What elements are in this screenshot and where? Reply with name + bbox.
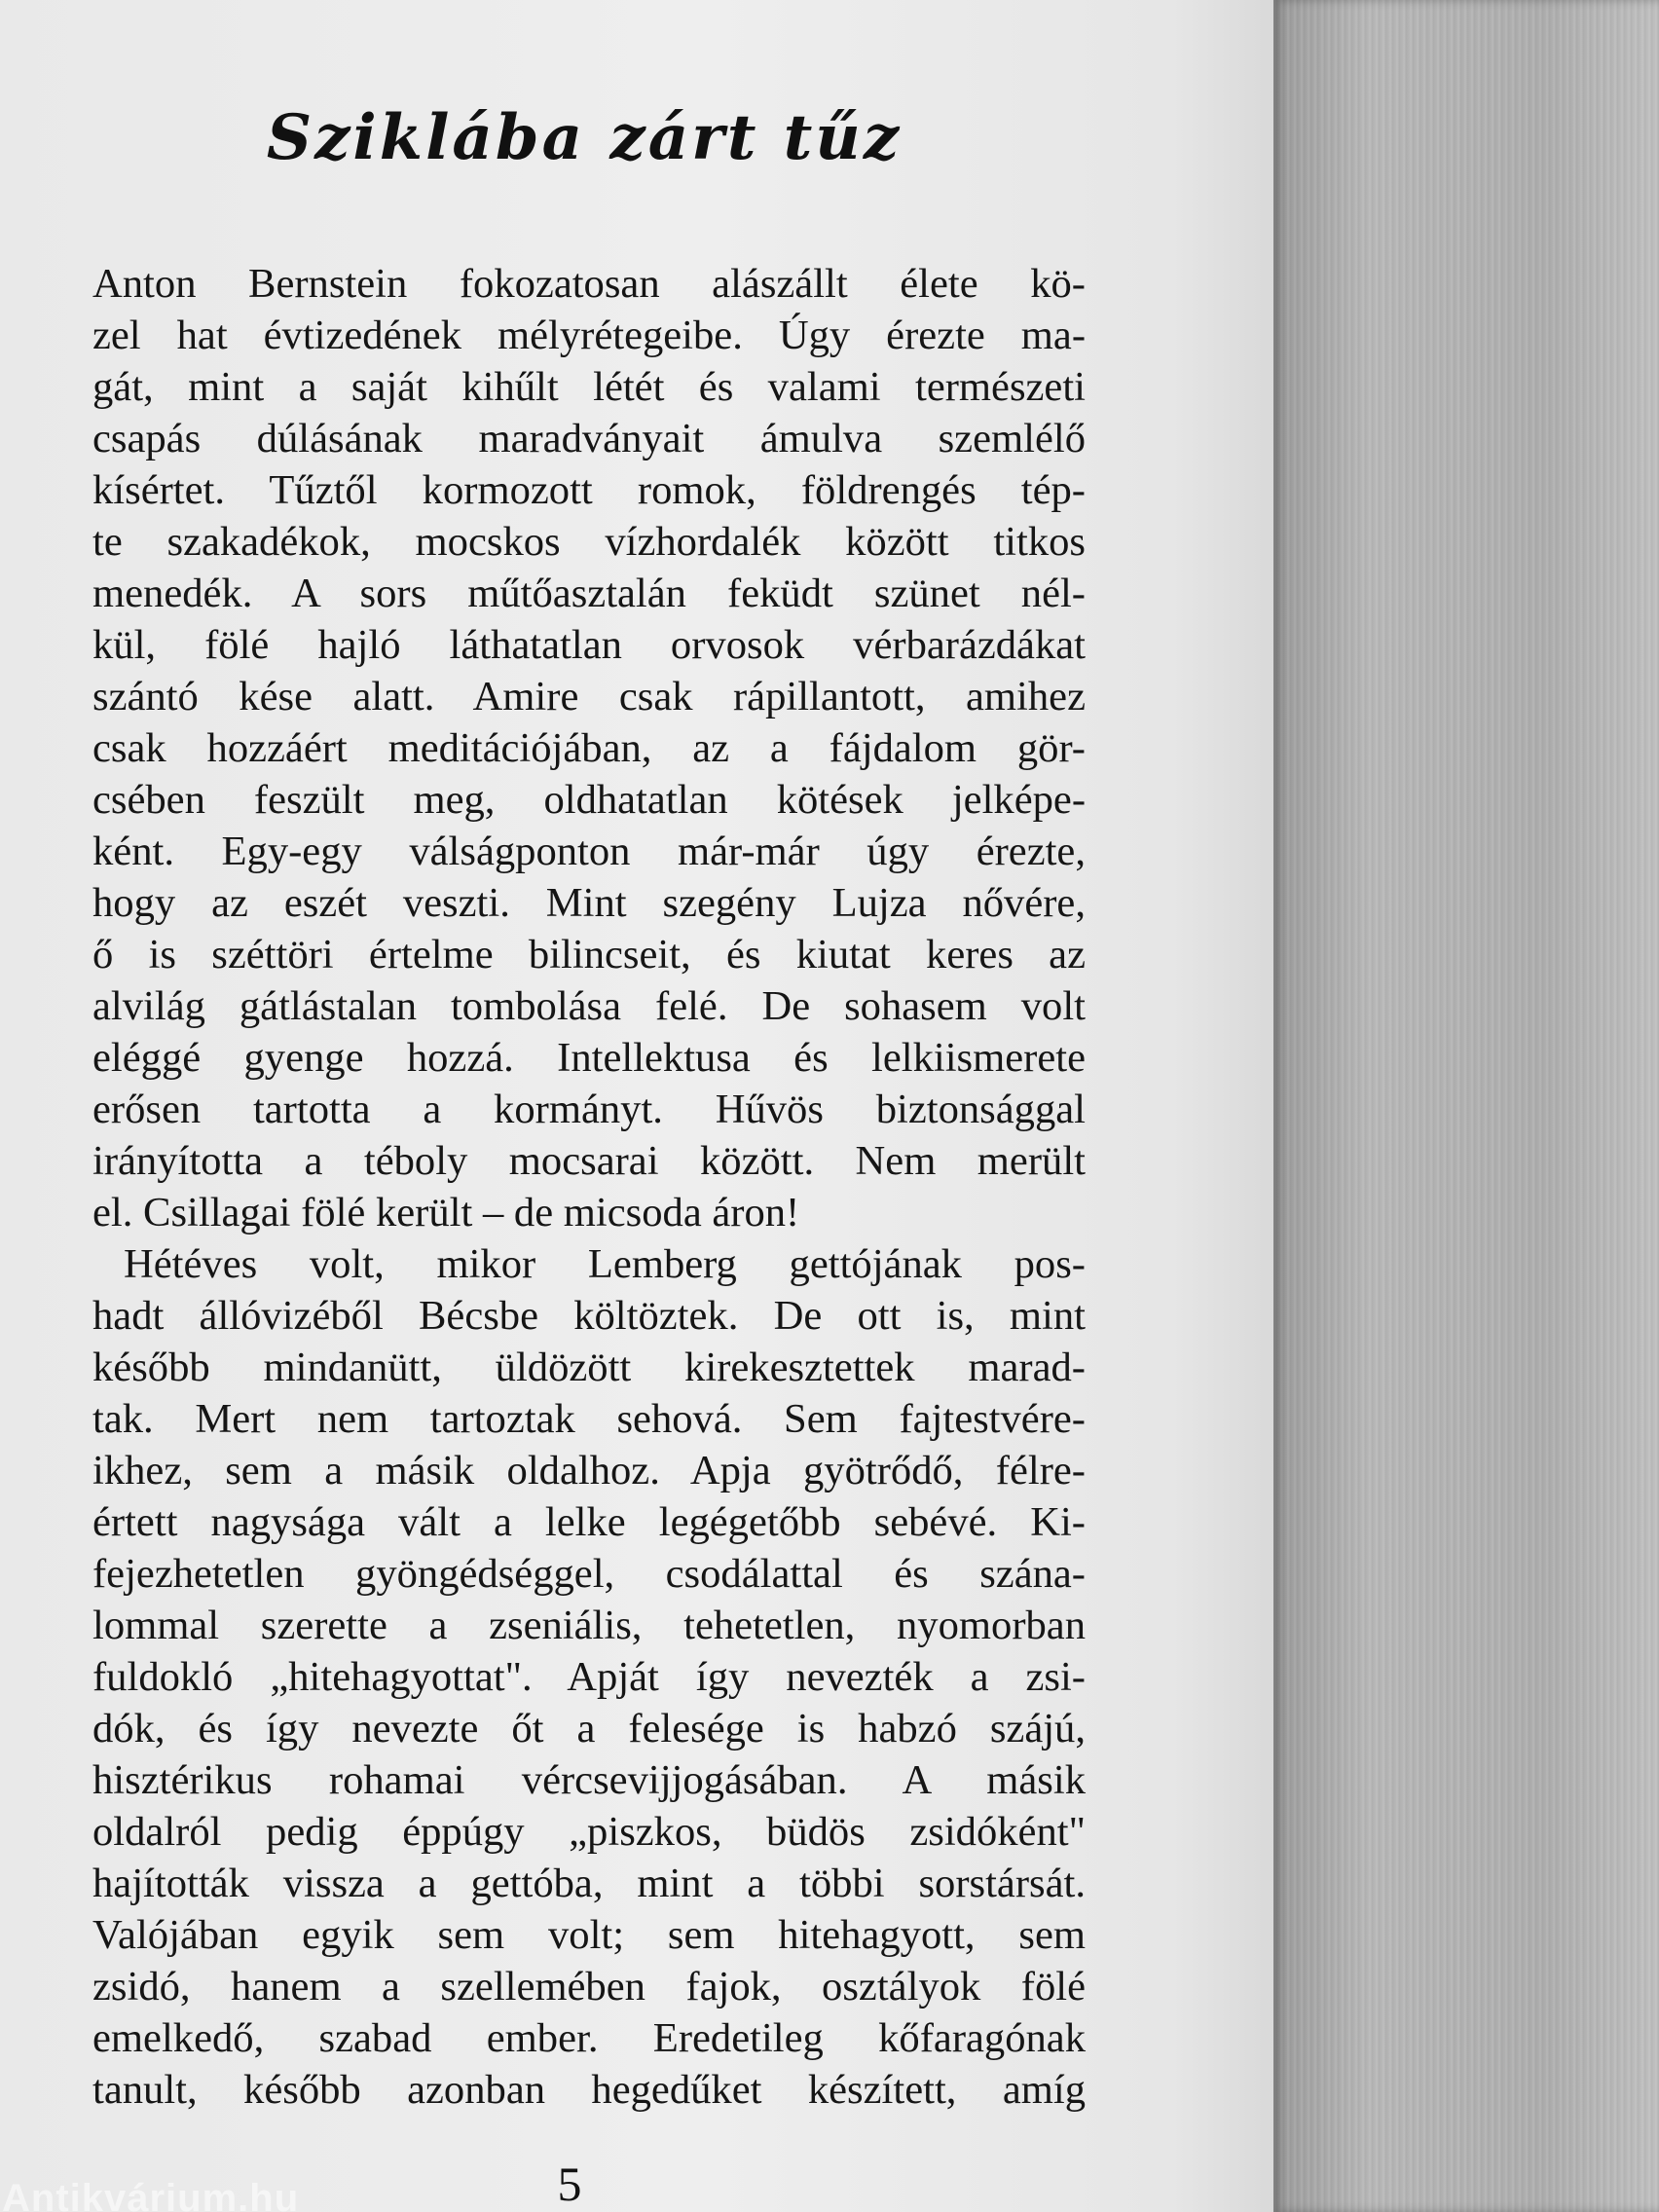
text-line: alvilág gátlástalan tombolása felé. De sohasem volt [92,983,1086,1029]
paragraph-end-line: el. Csillagai fölé került – de micsoda áron! [92,1190,800,1235]
text-line: emelkedő, szabad ember. Eredetileg kőfaragónak [92,2015,1086,2061]
text-line: kísértet. Tűztől kormozott romok, földrengés tép- [92,467,1086,513]
text-line: erősen tartotta a kormányt. Hűvös biztonsággal [92,1087,1086,1132]
text-line: tanult, később azonban hegedűket készített, amíg [92,2067,1086,2113]
text-line: zsidó, hanem a szellemében fajok, osztályok fölé [92,1964,1086,2009]
watermark-text: Antikvárium.hu [2,2177,300,2212]
text-line: csapás dúlásának maradványait ámulva szemlélő [92,416,1086,461]
text-line: csében feszült meg, oldhatatlan kötések jelképe- [92,777,1086,823]
text-line: lommal szerette a zseniális, tehetetlen, nyomorban [92,1603,1086,1648]
text-line: gát, mint a saját kihűlt létét és valami természeti [92,364,1086,410]
scanner-background [1273,0,1659,2212]
text-line: később mindanütt, üldözött kirekesztettek marad- [92,1345,1086,1390]
text-line: hadt állóvizéből Bécsbe költöztek. De ott is, mint [92,1293,1086,1339]
text-line: ikhez, sem a másik oldalhoz. Apja gyötrődő, félre- [92,1448,1086,1493]
page-number: 5 [557,2157,582,2211]
text-line: ként. Egy-egy válságponton már-már úgy érezte, [92,829,1086,874]
text-line: tak. Mert nem tartoztak sehová. Sem fajtestvére- [92,1396,1086,1442]
text-line: értett nagysága vált a lelke legégetőbb sebévé. Ki- [92,1499,1086,1545]
text-line: hisztérikus rohamai vércsevijjogásában. A másik [92,1757,1086,1803]
text-line: csak hozzáért meditációjában, az a fájdalom gör- [92,725,1086,771]
text-line: te szakadékok, mocskos vízhordalék között titkos [92,519,1086,565]
text-line: fejezhetetlen gyöngédséggel, csodálattal és szána- [92,1551,1086,1597]
text-line: Valójában egyik sem volt; sem hitehagyott, sem [92,1912,1086,1958]
text-line: ő is széttöri értelme bilincseit, és kiutat keres az [92,932,1086,977]
text-line: fuldokló „hitehagyottat". Apját így nevezték a zsi- [92,1654,1086,1700]
body-text [92,258,1086,2116]
text-line: irányította a téboly mocsarai között. Nem merült [92,1138,1086,1184]
chapter-title: Sziklába zárt tűz [266,101,903,174]
text-line: szántó kése alatt. Amire csak rápillantott, amihez [92,674,1086,719]
text-line: menedék. A sors műtőasztalán feküdt szünet nél- [92,571,1086,616]
paragraph-start-line: Hétéves volt, mikor Lemberg gettójának pos- [124,1241,1086,1287]
text-line: hajították vissza a gettóba, mint a többi sorstársát. [92,1861,1086,1906]
text-line: kül, fölé hajló láthatatlan orvosok vérbarázdákat [92,622,1086,668]
text-line: oldalról pedig éppúgy „piszkos, büdös zsidóként" [92,1809,1086,1855]
text-line: hogy az eszét veszti. Mint szegény Lujza nővére, [92,880,1086,926]
text-line: zel hat évtizedének mélyrétegeibe. Úgy érezte ma- [92,313,1086,358]
text-line: dók, és így nevezte őt a felesége is habzó szájú, [92,1706,1086,1751]
text-line: Anton Bernstein fokozatosan alászállt élete kö- [92,261,1086,307]
text-line: eléggé gyenge hozzá. Intellektusa és lelkiismerete [92,1035,1086,1081]
